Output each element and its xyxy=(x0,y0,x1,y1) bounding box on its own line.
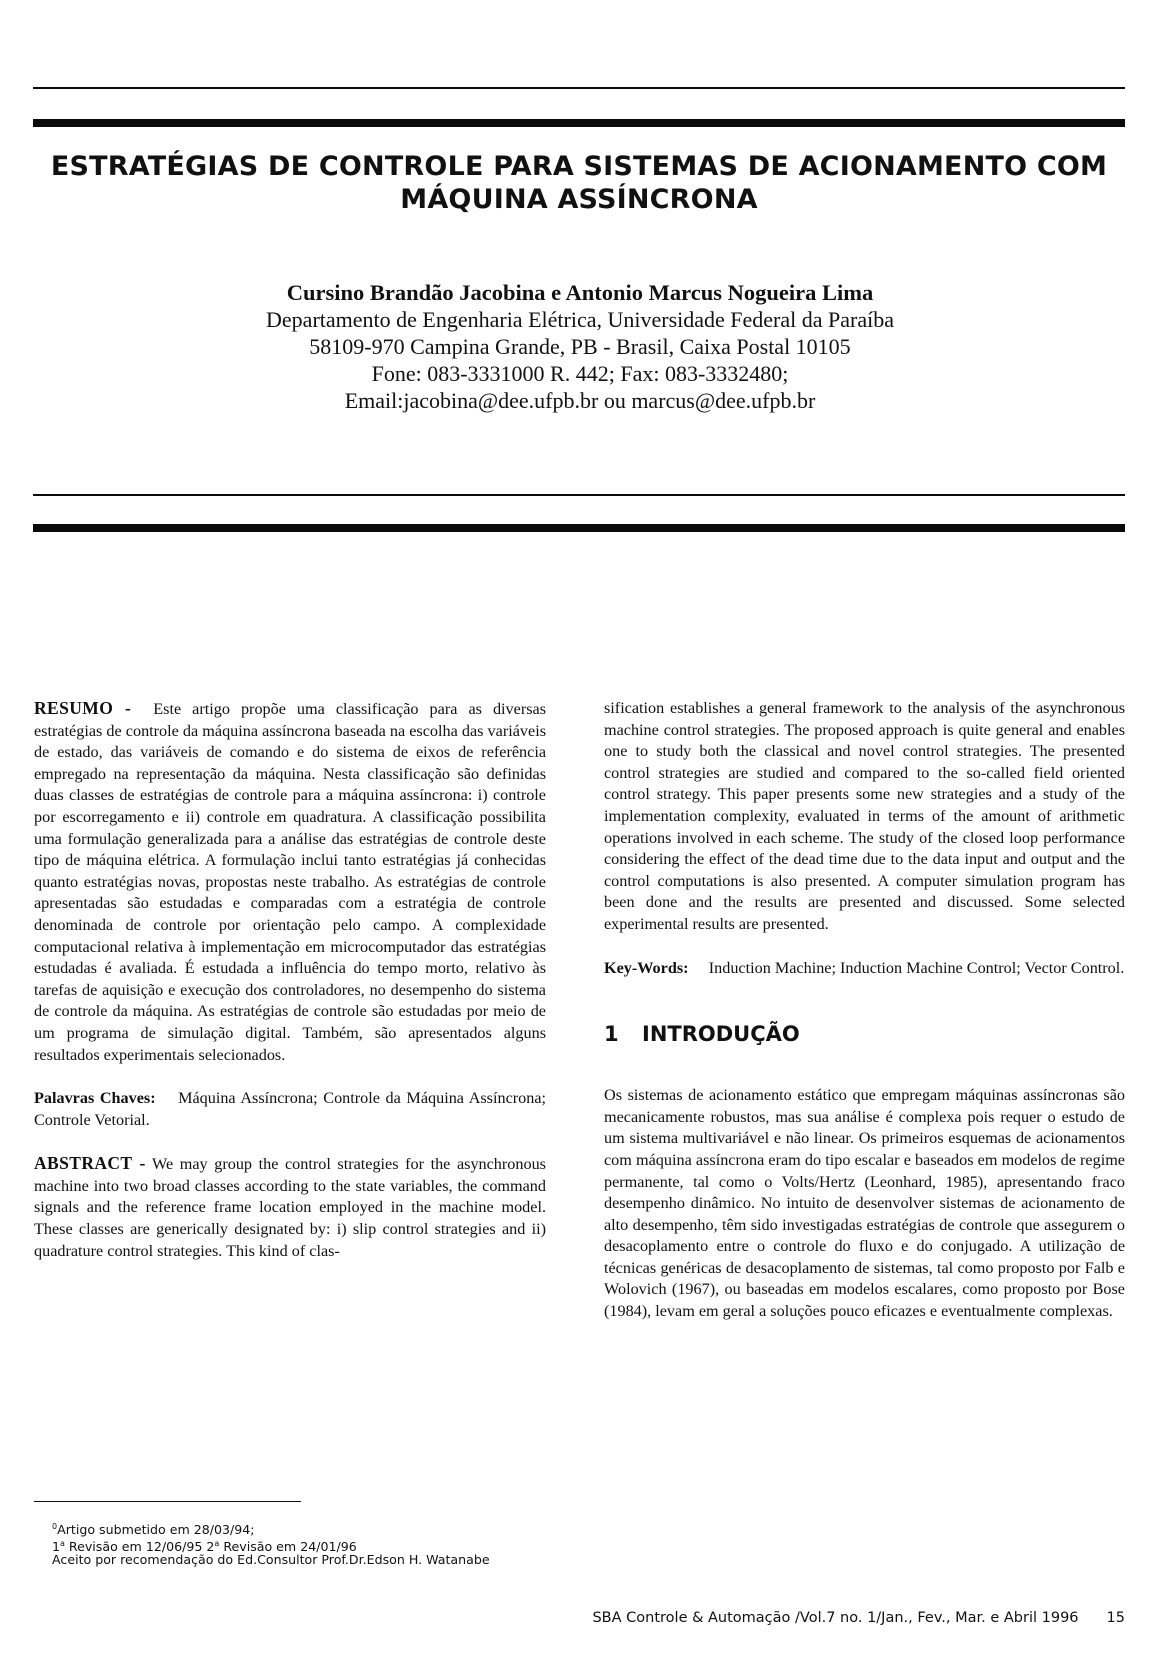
section-title: INTRODUÇÃO xyxy=(642,1022,800,1047)
title-line-2: MÁQUINA ASSÍNCRONA xyxy=(400,184,758,215)
section-heading-introducao xyxy=(604,1021,1125,1047)
footnote-rule xyxy=(34,1501,301,1502)
section-number: 1 xyxy=(604,1022,619,1047)
top-thin-rule xyxy=(33,87,1125,89)
mid-thick-rule xyxy=(33,524,1125,532)
resumo-label: RESUMO - xyxy=(34,698,132,718)
footnote-marker: 0 xyxy=(52,1522,58,1531)
resumo-text: Este artigo propõe uma classificação para as diversas estratégias de controle da máquina assíncrona baseada na escolha das variáveis de estado, das variáveis de comando e do sistema de eixos de referência empregado na representação da máquina. Nesta classificação são definidas duas classes de estratégias de controle para a máquina assíncrona: i) controle por escorregamento e ii) controle em quadratura. A classificação possibilita uma formulação generalizada para a análise das estratégias de controle deste tipo de máquina elétrica. A formulação inclui tanto estratégias já conhecidas quanto estratégias novas, propostas neste trabalho. As estratégias de controle apresentadas são estudadas e comparadas com a estratégia de controle denominada de controle por orientação pelo campo. A complexidade computacional relativa à implementação em microcomputador das estratégias estudadas é avaliada. É estudada a influência do tempo morto, relativo às tarefas de aquisição e execução dos controladores, no desempenho do sistema de controle da máquina. As estratégias de controle são estudadas por meio de um programa de simulação digital. Também, são apresentados alguns resultados experimentais selecionados. xyxy=(34,700,546,1064)
keywords-label: Key-Words: xyxy=(604,958,689,977)
author-email: Email:jacobina@dee.ufpb.br ou marcus@dee.ufpb.br xyxy=(344,388,816,413)
abstract-paragraph xyxy=(34,1153,546,1262)
palavras-chaves-paragraph xyxy=(34,1088,546,1131)
author-department: Departamento de Engenharia Elétrica, Universidade Federal da Paraíba xyxy=(266,307,894,332)
right-column xyxy=(604,698,1125,1323)
footnote-accepted: Aceito por recomendação do Ed.Consultor Prof.Dr.Edson H. Watanabe xyxy=(52,1552,490,1567)
author-phone: Fone: 083-3331000 R. 442; Fax: 083-3332480; xyxy=(371,361,789,386)
footnote xyxy=(34,1520,545,1567)
journal-citation: SBA Controle & Automação /Vol.7 no. 1/Jan., Fev., Mar. e Abril 1996 xyxy=(592,1610,1079,1626)
author-block xyxy=(160,279,1000,414)
introducao-paragraph: Os sistemas de acionamento estático que empregam máquinas assíncronas são mecanicamente robustos, mas sua análise é complexa pois requer o estudo de um sistema multivariável e não linear. Os primeiros esquemas de acionamentos com máquina assíncrona eram do tipo escalar e baseados em modelos de regime permanente, tal como o Volts/Hertz (Leonhard, 1985), apresentando fraco desempenho dinâmico. No intuito de desenvolver sistemas de acionamento de alto desempenho, têm sido investigadas estratégias de controle que assegurem o desacoplamento entre o controle do fluxo e do conjugado. A utilização de técnicas genéricas de desacoplamento de sistemas, tal como proposto por Falb e Wolovich (1967), ou baseadas em modelos escalares, como proposto por Bose (1984), levam em geral a soluções pouco eficazes e eventualmente complexas. xyxy=(604,1086,1125,1321)
page-footer xyxy=(592,1610,1125,1626)
footnote-submitted: $^0$Artigo submetido em 28/03/94; xyxy=(52,1522,255,1537)
page-number: 15 xyxy=(1106,1610,1125,1626)
mid-thin-rule xyxy=(33,494,1125,496)
abstract-continuation: sification establishes a general framework to the analysis of the asynchronous machine control strategies. The proposed approach is quite general and enables one to study both the classical and novel control strategies. The presented control strategies are studied and compared to the so-called field oriented control strategy. This paper presents some new strategies and a study of the implementation complexity, evaluated in terms of the amount of arithmetic operations involved in each scheme. The study of the closed loop performance considering the effect of the dead time due to the data input and output and the control computations is also presented. A computer simulation program has been done and the results are presented and discussed. Some selected experimental results are presented. xyxy=(604,699,1125,933)
resumo-paragraph xyxy=(34,698,546,1066)
author-address: 58109-970 Campina Grande, PB - Brasil, Caixa Postal 10105 xyxy=(309,334,851,359)
keywords-text: Induction Machine; Induction Machine Control; Vector Control. xyxy=(708,958,1125,977)
footnote-revisions: 1$^a$ Revisão em 12/06/95 2$^a$ Revisão em 24/01/96 xyxy=(52,1538,357,1554)
paper-title xyxy=(33,150,1125,216)
palavras-chaves-label: Palavras Chaves: xyxy=(34,1089,156,1108)
author-names: Cursino Brandão Jacobina e Antonio Marcus Nogueira Lima xyxy=(286,280,874,305)
palavras-chaves-text: Máquina Assíncrona; Controle da Máquina Assíncrona; Controle Vetorial. xyxy=(34,1089,547,1129)
abstract-text-left: We may group the control strategies for the asynchronous machine into two broad classes according to the state variables, the command signals and the reference frame location employed in the machine model. These classes are generically designated by: i) slip control strategies and ii) quadrature control strategies. This kind of clas- xyxy=(34,1155,546,1260)
abstract-label: ABSTRACT - xyxy=(34,1153,146,1174)
top-thick-rule xyxy=(33,119,1125,127)
keywords-paragraph xyxy=(604,958,1125,980)
title-line-1: ESTRATÉGIAS DE CONTROLE PARA SISTEMAS DE ACIONAMENTO COM xyxy=(50,151,1108,182)
left-column xyxy=(34,698,546,1262)
